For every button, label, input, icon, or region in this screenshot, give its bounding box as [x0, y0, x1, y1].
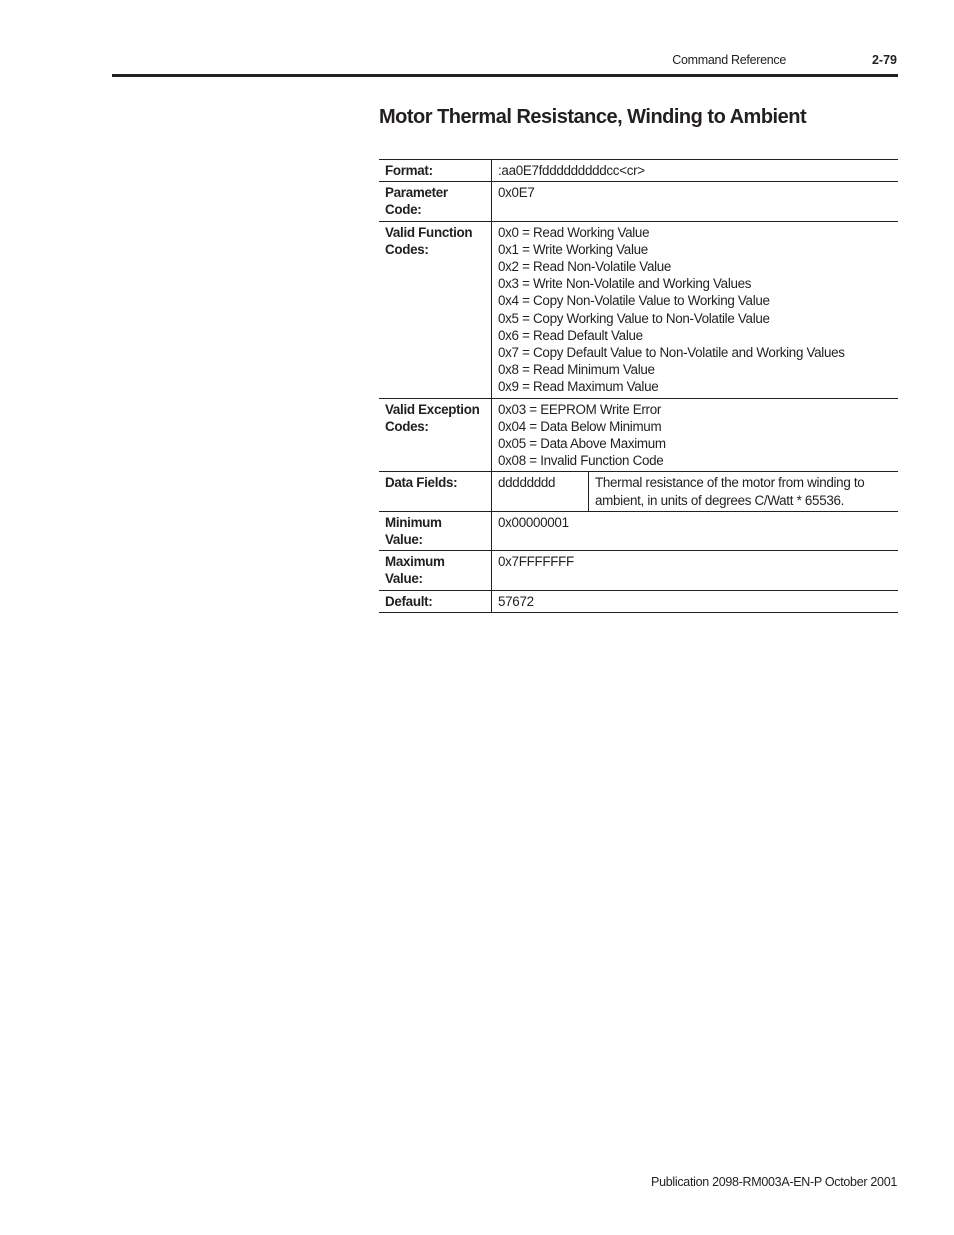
function-code-item: 0x1 = Write Working Value — [498, 241, 648, 257]
valid-exception-codes-label: Valid Exception Codes: — [379, 398, 492, 472]
exception-code-item: 0x03 = EEPROM Write Error — [498, 401, 662, 417]
publication-footer: Publication 2098-RM003A-EN-P October 2001 — [651, 1175, 897, 1189]
minimum-value-label: Minimum Value: — [379, 511, 492, 550]
function-code-item: 0x0 = Read Working Value — [498, 224, 650, 240]
function-code-item: 0x6 = Read Default Value — [498, 327, 643, 343]
function-code-item: 0x2 = Read Non-Volatile Value — [498, 259, 672, 275]
function-code-item: 0x5 = Copy Working Value to Non-Volatile Value — [498, 310, 770, 326]
data-fields-description: Thermal resistance of the motor from winding to ambient, in units of degrees C/Watt * 65536. — [589, 472, 899, 511]
header-page-number: 2-79 — [871, 53, 897, 67]
parameter-code-label: Parameter Code: — [379, 182, 492, 221]
exception-code-item: 0x05 = Data Above Maximum — [498, 436, 666, 452]
header-section-name: Command Reference — [672, 53, 786, 67]
table-row-data-fields — [379, 472, 898, 511]
format-value: :aa0E7fdddddddddcc<cr> — [492, 160, 899, 182]
exception-code-item: 0x08 = Invalid Function Code — [498, 453, 664, 469]
minimum-value: 0x00000001 — [492, 511, 899, 550]
function-code-item: 0x8 = Read Minimum Value — [498, 362, 655, 378]
valid-function-codes-list — [492, 221, 899, 398]
maximum-value-label: Maximum Value: — [379, 551, 492, 590]
table-row-valid-function-codes — [379, 221, 898, 398]
header-rule — [112, 74, 898, 77]
function-code-item: 0x9 = Read Maximum Value — [498, 379, 659, 395]
valid-function-codes-label: Valid Function Codes: — [379, 221, 492, 398]
format-label: Format: — [379, 160, 492, 182]
data-fields-code: dddddddd — [492, 472, 589, 511]
function-code-item: 0x4 = Copy Non-Volatile Value to Working Value — [498, 293, 770, 309]
exception-code-item: 0x04 = Data Below Minimum — [498, 418, 662, 434]
running-header — [0, 51, 897, 71]
data-fields-label: Data Fields: — [379, 472, 492, 511]
table-row-valid-exception-codes — [379, 398, 898, 472]
default-label: Default: — [379, 590, 492, 612]
valid-exception-codes-list — [492, 398, 899, 472]
table-row-default — [379, 590, 898, 612]
table-row-maximum-value — [379, 551, 898, 590]
default-value: 57672 — [492, 590, 899, 612]
command-table — [379, 159, 898, 613]
page-title: Motor Thermal Resistance, Winding to Ambient — [379, 106, 807, 128]
function-code-item: 0x7 = Copy Default Value to Non-Volatile and Working Values — [498, 345, 845, 361]
table-row-format — [379, 160, 898, 182]
table-row-parameter-code — [379, 182, 898, 221]
function-code-item: 0x3 = Write Non-Volatile and Working Values — [498, 276, 752, 292]
parameter-code-value: 0x0E7 — [492, 182, 899, 221]
table-row-minimum-value — [379, 511, 898, 550]
maximum-value: 0x7FFFFFFF — [492, 551, 899, 590]
